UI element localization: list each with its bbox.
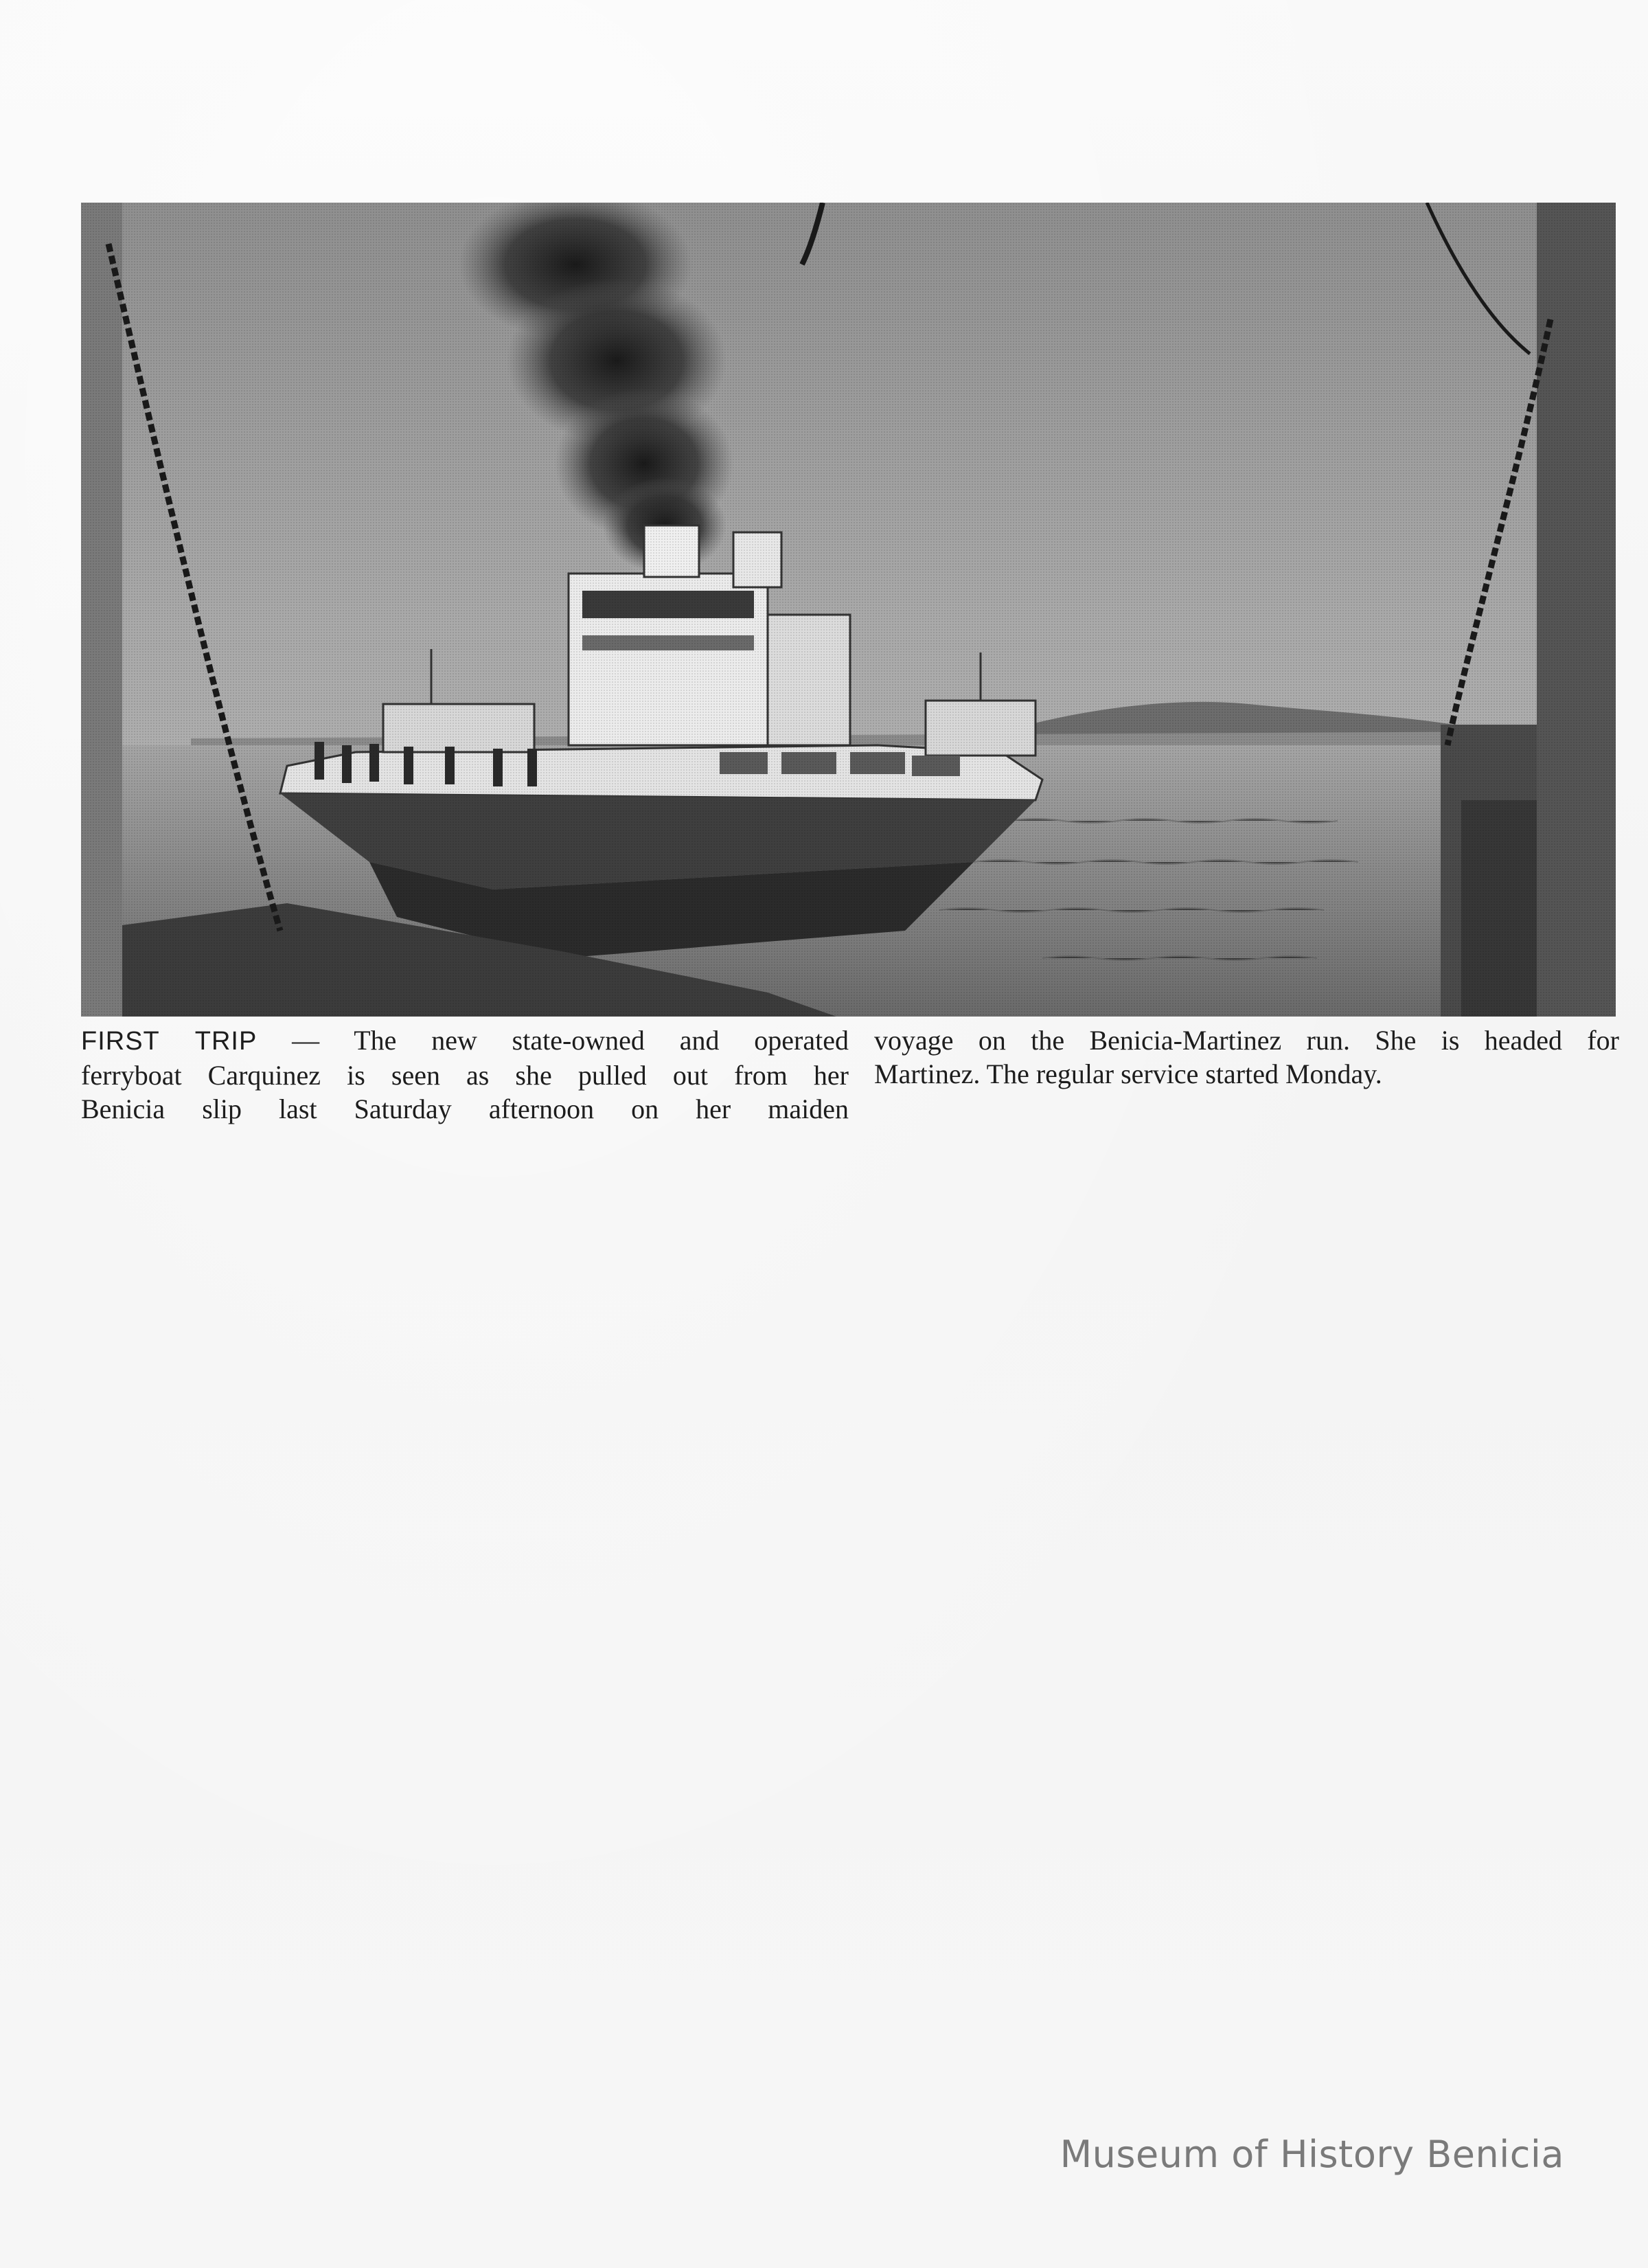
caption-line: FIRST TRIP — The new state-owned and operated (81, 1025, 849, 1056)
caption-headline: FIRST TRIP (81, 1027, 258, 1056)
caption-left-column (81, 1023, 849, 1126)
caption-line: voyage on the Benicia-Martinez run. She is headed for (874, 1025, 1619, 1056)
museum-watermark: Museum of History Benicia (1060, 2133, 1564, 2176)
newspaper-clipping (81, 203, 1619, 1137)
caption-line: Martinez. The regular service started Monday. (874, 1058, 1382, 1089)
caption-line: ferryboat Carquinez is seen as she pulled out from her (81, 1060, 849, 1091)
caption-line: Benicia slip last Saturday afternoon on her maiden (81, 1093, 849, 1124)
ferryboat-photo (81, 203, 1616, 1017)
caption-right-column (874, 1023, 1619, 1091)
